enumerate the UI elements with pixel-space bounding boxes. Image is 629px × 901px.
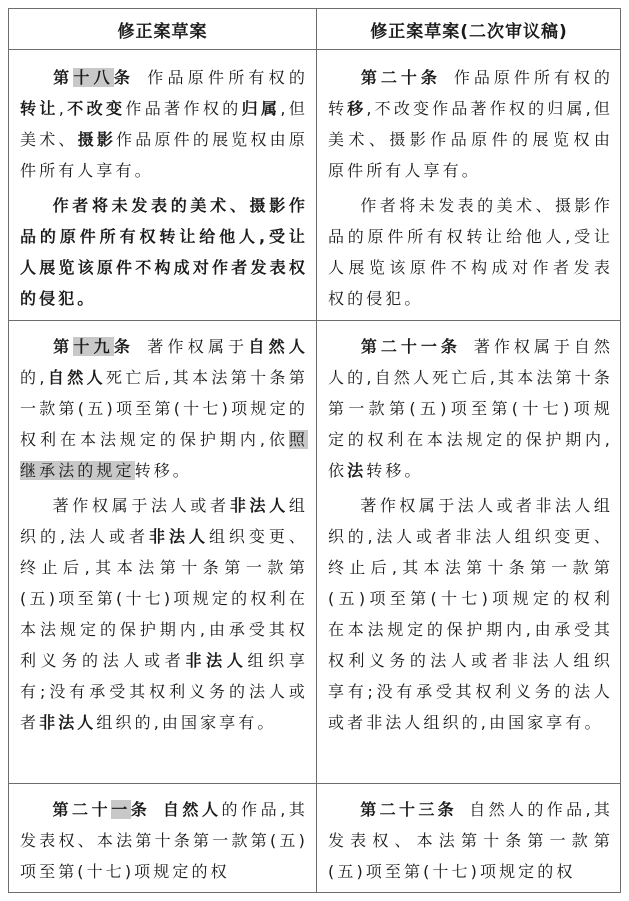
- row2-divider: [9, 783, 620, 784]
- header-left: 修正案草案: [117, 21, 208, 42]
- row3-right-cell: [317, 794, 621, 887]
- article-number: 第十八条: [52, 68, 135, 87]
- article-number: 第二十一条: [52, 800, 151, 819]
- header-divider: [9, 49, 620, 50]
- row1-right-cell: [317, 62, 621, 314]
- row2-right-para2: 著作权属于法人或者非法人组织的,法人或者非法人组织变更、终止后,其本法第十条第一款第(五)项至第(十七)项规定的权利在本法规定的保护期内,由承受其权利义务的法人或者非法人组织享有;没有承受其权利义务的法人或者非法人组织的,由国家享有。: [328, 496, 613, 732]
- comparison-table: [8, 8, 621, 893]
- row1-right-para1: 第二十条 作品原件所有权的转移,不改变作品著作权的归属,但美术、摄影作品原件的展览权由原件所有人享有。: [328, 68, 613, 180]
- row3-right-para1: 第二十三条 自然人的作品,其发表权、本法第十条第一款第(五)项至第(十七)项规定的权: [328, 800, 613, 881]
- article-number: 第二十三条: [360, 800, 458, 819]
- header-right: 修正案草案(二次审议稿): [370, 21, 568, 42]
- row1-left-cell: [9, 62, 316, 314]
- article-number: 第二十一条: [360, 337, 461, 356]
- row2-right-para1: 第二十一条 著作权属于自然人的,自然人死亡后,其本法第十条第一款第(五)项至第(十七)项规定的权利在本法规定的保护期内,依法转移。: [328, 337, 613, 480]
- row3-left-cell: [9, 794, 316, 887]
- row1-left-para2: 作者将未发表的美术、摄影作品的原件所有权转让给他人,受让人展览该原件不构成对作者发表权的侵犯。: [20, 196, 308, 308]
- row2-left-para1: 第十九条 著作权属于自然人的,自然人死亡后,其本法第十条第一款第(五)项至第(十七)项规定的权利在本法规定的保护期内,依照继承法的规定转移。: [20, 337, 308, 480]
- row2-left-para2: 著作权属于法人或者非法人组织的,法人或者非法人组织变更、终止后,其本法第十条第一款第(五)项至第(十七)项规定的权利在本法规定的保护期内,由承受其权利义务的法人或者非法人组织享有;没有承受其权利义务的法人或者非法人组织的,由国家享有。: [20, 496, 308, 732]
- row2-left-cell: [9, 331, 316, 738]
- row1-divider: [9, 320, 620, 321]
- article-number: 第十九条: [52, 337, 135, 356]
- row1-left-para1: 第十八条 作品原件所有权的转让,不改变作品著作权的归属,但美术、摄影作品原件的展览权由原件所有人享有。: [20, 68, 308, 180]
- row2-right-cell: [317, 331, 621, 738]
- row3-left-para1: 第二十一条 自然人的作品,其发表权、本法第十条第一款第(五)项至第(十七)项规定的权: [20, 800, 308, 881]
- article-number: 第二十条: [360, 68, 441, 87]
- row1-right-para2: 作者将未发表的美术、摄影作品的原件所有权转让给他人,受让人展览该原件不构成对作者发表权的侵犯。: [328, 196, 613, 308]
